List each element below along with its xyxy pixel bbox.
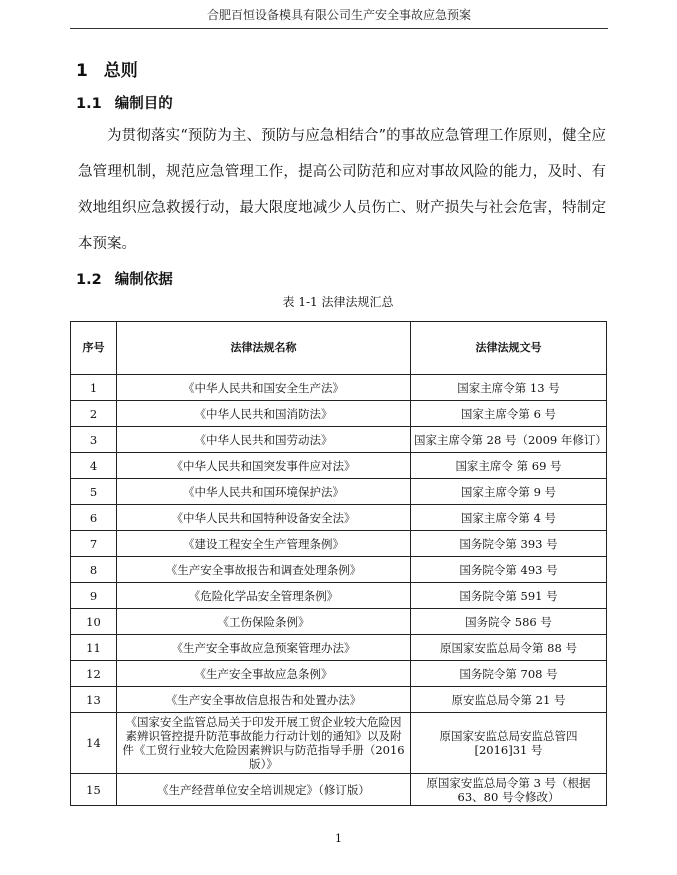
section-number: 1	[76, 61, 88, 81]
section-title: 编制目的	[114, 96, 173, 112]
page-number: 1	[335, 832, 342, 845]
row-serial: 1	[71, 375, 117, 401]
table-row	[71, 661, 607, 687]
section-number: 1.1	[76, 96, 102, 112]
row-law-name: 《中华人民共和国突发事件应对法》	[117, 453, 411, 479]
row-serial: 15	[71, 774, 117, 806]
row-serial: 6	[71, 505, 117, 531]
table-row	[71, 687, 607, 713]
table-row	[71, 531, 607, 557]
section-title: 总则	[103, 61, 138, 81]
table-row	[71, 713, 607, 774]
section-heading-1-1	[76, 92, 173, 113]
row-serial: 8	[71, 557, 117, 583]
row-law-name: 《中华人民共和国消防法》	[117, 401, 411, 427]
row-law-number: 国家主席令第 9 号	[411, 479, 607, 505]
table-row	[71, 557, 607, 583]
row-law-name: 《国家安全监管总局关于印发开展工贸企业较大危险因素辨识管控提升防范事故能力行动计划的通知》以及附件《工贸行业较大危险因素辨识与防范指导手册（2016版）》	[117, 713, 411, 774]
row-law-number: 国家主席令第 4 号	[411, 505, 607, 531]
row-law-name: 《中华人民共和国劳动法》	[117, 427, 411, 453]
row-serial: 9	[71, 583, 117, 609]
row-law-number: 国务院令 586 号	[411, 609, 607, 635]
row-law-number: 国务院令第 591 号	[411, 583, 607, 609]
row-serial: 5	[71, 479, 117, 505]
header-serial: 序号	[71, 322, 117, 375]
row-law-number: 原国家安监总局令第 88 号	[411, 635, 607, 661]
row-law-name: 《危险化学品安全管理条例》	[117, 583, 411, 609]
section-heading-1	[76, 56, 138, 81]
row-serial: 10	[71, 609, 117, 635]
row-law-name: 《中华人民共和国特种设备安全法》	[117, 505, 411, 531]
row-law-number: 国务院令第 493 号	[411, 557, 607, 583]
row-serial: 12	[71, 661, 117, 687]
row-law-number: 国家主席令第 13 号	[411, 375, 607, 401]
table-row	[71, 375, 607, 401]
row-law-number: 国家主席令 第 69 号	[411, 453, 607, 479]
row-serial: 11	[71, 635, 117, 661]
section-number: 1.2	[76, 272, 102, 288]
row-law-number: 原国家安监总局安监总管四[2016]31 号	[411, 713, 607, 774]
row-law-number: 国家主席令第 28 号（2009 年修订）	[411, 427, 607, 453]
purpose-paragraph: 为贯彻落实“预防为主、预防与应急相结合”的事故应急管理工作原则，健全应急管理机制，规范应急管理工作，提高公司防范和应对事故风险的能力，及时、有效地组织应急救援行动，最大限度地减少人员伤亡、财产损失与社会危害，特制定本预案。	[78, 128, 606, 252]
table-row	[71, 453, 607, 479]
table-row	[71, 635, 607, 661]
row-law-number: 原国家安监总局令第 3 号（根据 63、80 号令修改）	[411, 774, 607, 806]
table-row	[71, 505, 607, 531]
row-serial: 14	[71, 713, 117, 774]
table-header-row	[71, 322, 607, 375]
row-serial: 7	[71, 531, 117, 557]
header-law-name: 法律法规名称	[117, 322, 411, 375]
section-heading-1-2	[76, 268, 173, 289]
row-serial: 3	[71, 427, 117, 453]
section-title: 编制依据	[114, 272, 173, 288]
row-serial: 2	[71, 401, 117, 427]
row-law-name: 《生产经营单位安全培训规定》（修订版）	[117, 774, 411, 806]
table-row	[71, 401, 607, 427]
header-law-number: 法律法规文号	[411, 322, 607, 375]
row-law-name: 《生产安全事故应急预案管理办法》	[117, 635, 411, 661]
table-caption: 表 1-1 法律法规汇总	[282, 295, 394, 309]
row-law-number: 国务院令第 393 号	[411, 531, 607, 557]
table-row	[71, 609, 607, 635]
table-row	[71, 427, 607, 453]
row-law-name: 《中华人民共和国环境保护法》	[117, 479, 411, 505]
row-law-name: 《建设工程安全生产管理条例》	[117, 531, 411, 557]
laws-table	[70, 321, 607, 806]
row-law-number: 原安监总局令第 21 号	[411, 687, 607, 713]
page-header: 合肥百恒设备模具有限公司生产安全事故应急预案	[70, 6, 608, 29]
row-serial: 4	[71, 453, 117, 479]
row-law-name: 《生产安全事故信息报告和处置办法》	[117, 687, 411, 713]
row-law-name: 《工伤保险条例》	[117, 609, 411, 635]
row-law-name: 《生产安全事故报告和调查处理条例》	[117, 557, 411, 583]
table-row	[71, 774, 607, 806]
row-law-number: 国家主席令第 6 号	[411, 401, 607, 427]
row-law-number: 国务院令第 708 号	[411, 661, 607, 687]
row-law-name: 《生产安全事故应急条例》	[117, 661, 411, 687]
table-row	[71, 583, 607, 609]
row-law-name: 《中华人民共和国安全生产法》	[117, 375, 411, 401]
table-row	[71, 479, 607, 505]
row-serial: 13	[71, 687, 117, 713]
